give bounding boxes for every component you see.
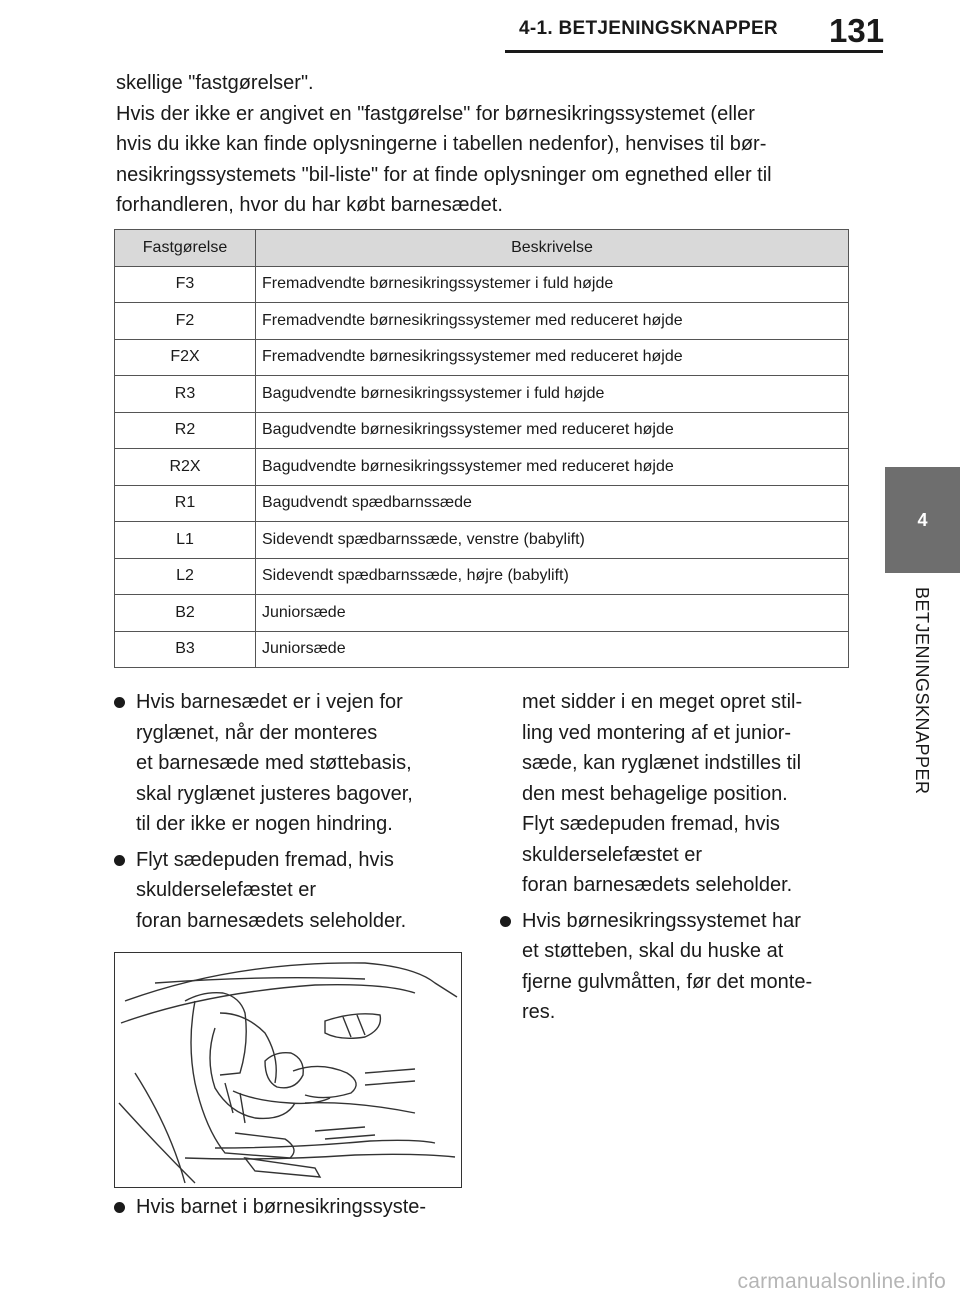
- chapter-label: BETJENINGSKNAPPER: [912, 587, 932, 795]
- intro-line: forhandleren, hvor du har købt barnesædet.: [116, 194, 503, 216]
- left-column-bottom: [114, 1192, 464, 1228]
- intro-line: hvis du ikke kan finde oplysningerne i tabellen nedenfor), henvises til bør-: [116, 133, 767, 155]
- bullet-item: [114, 845, 464, 937]
- row-code: F2: [115, 303, 256, 340]
- bullet-line: Flyt sædepuden fremad, hvis: [136, 848, 394, 871]
- row-code: F3: [115, 266, 256, 303]
- row-code: B3: [115, 631, 256, 668]
- bullet-line: Flyt sædepuden fremad, hvis: [522, 813, 780, 835]
- bullet-continuation: [500, 687, 850, 901]
- table-row: [115, 485, 849, 522]
- intro-paragraph: [116, 68, 856, 221]
- bullet-line: et støtteben, skal du huske at: [522, 940, 784, 962]
- bullet-line: skal ryglænet justeres bagover,: [136, 782, 413, 805]
- bullet-line: skulderselefæstet er: [136, 879, 317, 901]
- row-code: R2X: [115, 449, 256, 486]
- table-row: [115, 449, 849, 486]
- bullet-line: den mest behagelige position.: [522, 782, 788, 805]
- row-description: Bagudvendte børnesikringssystemer med reduceret højde: [256, 449, 849, 486]
- bullet-dot-icon: [500, 916, 511, 927]
- watermark: carmanualsonline.info: [737, 1270, 946, 1293]
- row-description: Sidevendt spædbarnssæde, højre (babylift): [256, 558, 849, 595]
- child-seat-illustration: [114, 952, 462, 1188]
- row-description: Fremadvendte børnesikringssystemer i fuld højde: [256, 266, 849, 303]
- bullet-line: foran barnesædets seleholder.: [522, 874, 793, 896]
- bullet-line: Hvis barnesædet er i vejen for: [136, 691, 403, 713]
- row-description: Bagudvendte børnesikringssystemer i fuld højde: [256, 376, 849, 413]
- table-row: [115, 412, 849, 449]
- bullet-line: Hvis barnet i børnesikringssyste-: [136, 1196, 427, 1218]
- intro-line: nesikringssystemets "bil-liste" for at finde oplysninger om egnethed eller til: [116, 163, 772, 186]
- table-row: [115, 266, 849, 303]
- bullet-line: skulderselefæstet er: [522, 843, 703, 866]
- bullet-line: til der ikke er nogen hindring.: [136, 813, 393, 835]
- bullet-line: fjerne gulvmåtten, før det monte-: [522, 970, 813, 993]
- chapter-number: 4: [917, 509, 928, 530]
- table-header-row: [115, 230, 849, 267]
- table-header-description: Beskrivelse: [256, 230, 849, 267]
- bullet-line: Hvis børnesikringssystemet har: [522, 909, 801, 932]
- row-description: Juniorsæde: [256, 631, 849, 668]
- bullet-line: res.: [522, 1001, 556, 1023]
- row-description: Bagudvendt spædbarnssæde: [256, 485, 849, 522]
- row-description: Juniorsæde: [256, 595, 849, 632]
- intro-line: skellige "fastgørelser".: [116, 72, 314, 94]
- child-seat-drawing: [115, 953, 461, 1187]
- row-code: F2X: [115, 339, 256, 376]
- row-description: Sidevendt spædbarnssæde, venstre (babylift): [256, 522, 849, 559]
- row-code: R3: [115, 376, 256, 413]
- table-row: [115, 631, 849, 668]
- bullet-item: [114, 687, 464, 840]
- bullet-item: [500, 906, 850, 1028]
- intro-line: Hvis der ikke er angivet en "fastgørelse" for børnesikringssystemet (eller: [116, 102, 755, 125]
- header-rule: [505, 50, 883, 53]
- row-description: Bagudvendte børnesikringssystemer med reduceret højde: [256, 412, 849, 449]
- row-code: L2: [115, 558, 256, 595]
- table-row: [115, 303, 849, 340]
- row-description: Fremadvendte børnesikringssystemer med reduceret højde: [256, 303, 849, 340]
- bullet-line: ling ved montering af et junior-: [522, 721, 792, 744]
- bullet-line: ryglænet, når der monteres: [136, 721, 378, 744]
- row-code: R2: [115, 412, 256, 449]
- bullet-dot-icon: [114, 697, 125, 708]
- table-header-code: Fastgørelse: [115, 230, 256, 267]
- row-code: L1: [115, 522, 256, 559]
- bullet-line: sæde, kan ryglænet indstilles til: [522, 752, 802, 774]
- bullet-dot-icon: [114, 1202, 125, 1213]
- row-code: R1: [115, 485, 256, 522]
- page-number: 131: [829, 12, 885, 49]
- bullet-line: met sidder i en meget opret stil-: [522, 691, 803, 713]
- bullet-item: [114, 1192, 464, 1223]
- table-row: [115, 339, 849, 376]
- left-column: [114, 687, 464, 941]
- table-row: [115, 595, 849, 632]
- row-code: B2: [115, 595, 256, 632]
- table-row: [115, 558, 849, 595]
- row-description: Fremadvendte børnesikringssystemer med reduceret højde: [256, 339, 849, 376]
- section-title: 4-1. BETJENINGSKNAPPER: [519, 18, 778, 39]
- bullet-line: foran barnesædets seleholder.: [136, 909, 407, 932]
- table-row: [115, 376, 849, 413]
- table-row: [115, 522, 849, 559]
- right-column: [500, 687, 850, 1033]
- fastgorelse-table: [114, 229, 849, 668]
- bullet-dot-icon: [114, 855, 125, 866]
- chapter-tab: [885, 467, 960, 573]
- bullet-line: et barnesæde med støttebasis,: [136, 752, 412, 774]
